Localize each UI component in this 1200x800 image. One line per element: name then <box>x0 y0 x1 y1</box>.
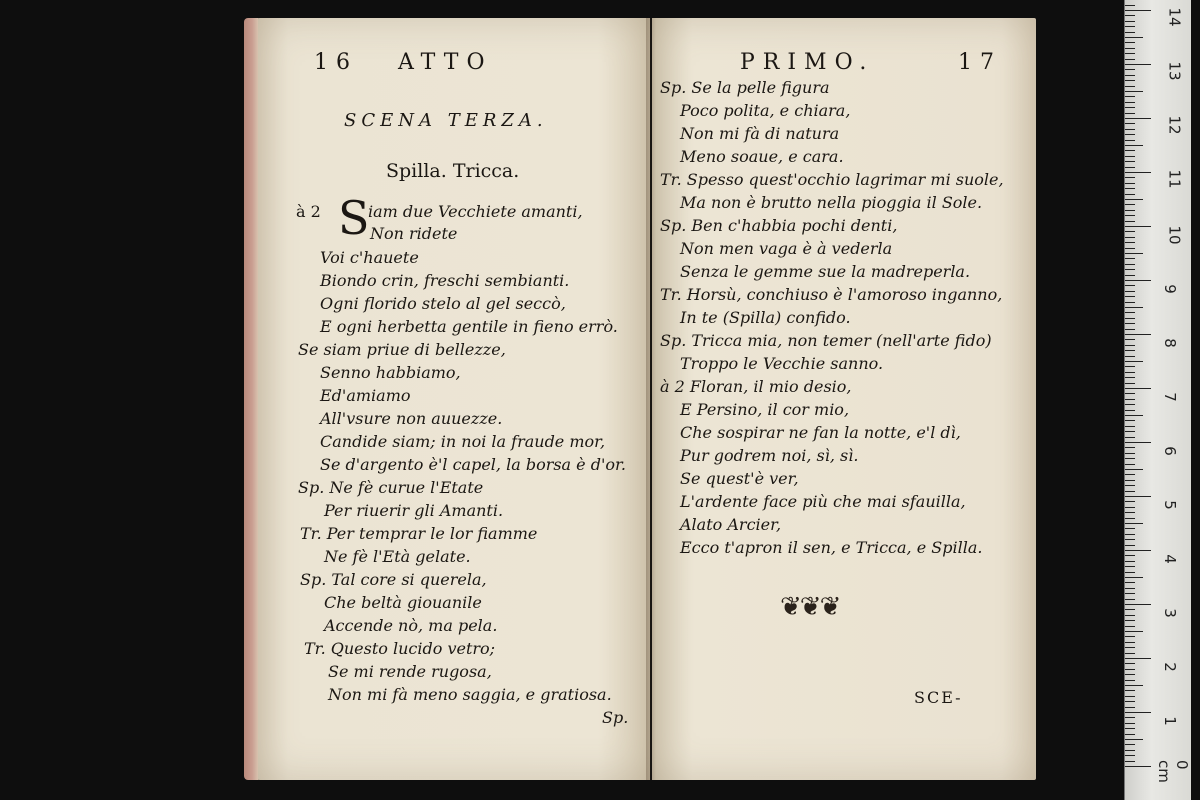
ruler-tick <box>1125 221 1135 222</box>
ruler-tick <box>1125 750 1135 751</box>
ruler-tick <box>1125 550 1151 551</box>
ruler-number: 10 <box>1165 225 1184 245</box>
ruler-tick <box>1125 102 1135 103</box>
ruler-tick <box>1125 156 1135 157</box>
ruler-tick <box>1125 134 1135 135</box>
text-line: Tr. Spesso quest'occhio lagrimar mi suole, <box>660 170 1004 189</box>
ruler-tick <box>1125 474 1135 475</box>
fleuron-ornament: ❦❦❦ <box>780 592 840 622</box>
text-line: Non ridete <box>370 224 458 243</box>
text-line: Meno soaue, e cara. <box>680 147 844 166</box>
ruler-tick <box>1125 690 1135 691</box>
ruler-number: 5 <box>1160 500 1179 510</box>
text-line: Senza le gemme sue la madreperla. <box>680 262 971 281</box>
ruler-tick <box>1125 26 1135 27</box>
ruler-tick <box>1125 501 1135 502</box>
text-line: Ogni florido stelo al gel seccò, <box>320 294 566 313</box>
ruler-tick <box>1125 172 1151 173</box>
text-line: E ogni herbetta gentile in fieno errò. <box>320 317 618 336</box>
ruler-tick <box>1125 145 1143 146</box>
ruler-tick <box>1125 167 1135 168</box>
ruler-tick <box>1125 53 1135 54</box>
ruler-tick <box>1125 188 1135 189</box>
ruler-tick <box>1125 5 1135 6</box>
text-line: Che beltà giouanile <box>324 593 482 612</box>
text-line: Alato Arcier, <box>680 515 782 534</box>
ruler-tick <box>1125 80 1135 81</box>
ruler-tick <box>1125 572 1135 573</box>
ruler-tick <box>1125 404 1135 405</box>
ruler-tick <box>1125 534 1135 535</box>
ruler-tick <box>1125 388 1151 389</box>
ruler-tick <box>1125 204 1135 205</box>
ruler-tick <box>1125 248 1135 249</box>
open-book <box>244 18 1044 780</box>
ruler-tick <box>1125 485 1135 486</box>
ruler-tick <box>1125 258 1135 259</box>
ruler-number: 1 <box>1160 716 1179 726</box>
ruler-tick <box>1125 469 1143 470</box>
ruler-tick <box>1125 707 1135 708</box>
ruler-tick <box>1125 599 1135 600</box>
ruler-tick <box>1125 728 1135 729</box>
ruler-tick <box>1125 183 1135 184</box>
ruler-tick <box>1125 226 1151 227</box>
ruler-tick <box>1125 107 1135 108</box>
ruler-tick <box>1125 350 1135 351</box>
ruler-tick <box>1125 458 1135 459</box>
ruler-tick <box>1125 372 1135 373</box>
ruler-tick <box>1125 566 1135 567</box>
ruler-number: 12 <box>1165 115 1184 135</box>
text-line: Se mi rende rugosa, <box>328 662 492 681</box>
ruler-number: 3 <box>1160 608 1179 618</box>
text-line: Sp. Ben c'habbia pochi denti, <box>660 216 898 235</box>
text-line: Sp. Se la pelle figura <box>660 78 830 97</box>
ruler-tick <box>1125 296 1135 297</box>
ruler-tick <box>1125 361 1143 362</box>
ruler-tick <box>1125 64 1151 65</box>
right-running-head: PRIMO. <box>740 50 875 75</box>
ruler-tick <box>1125 653 1135 654</box>
ruler-tick <box>1125 21 1135 22</box>
ruler-tick <box>1125 631 1143 632</box>
ruler-tick <box>1125 253 1143 254</box>
ruler-tick <box>1125 545 1135 546</box>
left-page-number: 16 <box>314 50 358 75</box>
ruler-tick <box>1125 674 1135 675</box>
ruler-tick <box>1125 37 1143 38</box>
ruler-tick <box>1125 269 1135 270</box>
ruler-tick <box>1125 129 1135 130</box>
ruler-tick <box>1125 356 1135 357</box>
ruler-tick <box>1125 339 1135 340</box>
ruler-tick <box>1125 86 1135 87</box>
text-line: Accende nò, ma pela. <box>324 616 498 635</box>
text-line: L'ardente face più che mai sfauilla, <box>680 492 966 511</box>
ruler-tick <box>1125 329 1135 330</box>
text-line: All'vsure non auuezze. <box>320 409 503 428</box>
ruler-tick <box>1125 302 1135 303</box>
ruler-tick <box>1125 410 1135 411</box>
ruler-tick <box>1125 383 1135 384</box>
ruler-tick <box>1125 442 1151 443</box>
book-gutter <box>646 18 656 780</box>
text-line: In te (Spilla) confido. <box>680 308 851 327</box>
ruler-tick <box>1125 42 1135 43</box>
ruler-tick <box>1125 426 1135 427</box>
text-line: Tr. Per temprar le lor fiamme <box>300 524 538 543</box>
ruler-tick <box>1125 663 1135 664</box>
right-page-number: 17 <box>958 50 1002 75</box>
text-line: Ne fè l'Età gelate. <box>324 547 471 566</box>
ruler-tick <box>1125 291 1135 292</box>
ruler-tick <box>1125 113 1135 114</box>
ruler-tick <box>1125 393 1135 394</box>
measurement-ruler <box>1124 0 1191 800</box>
ruler-unit-label: 0 cm <box>1155 760 1191 783</box>
text-line: Troppo le Vecchie sanno. <box>680 354 884 373</box>
ruler-tick <box>1125 210 1135 211</box>
text-line: à 2 <box>296 202 321 221</box>
ruler-number: 2 <box>1160 662 1179 672</box>
text-line: Non men vaga è à vederla <box>680 239 893 258</box>
ruler-number: 9 <box>1160 284 1179 294</box>
ruler-tick <box>1125 604 1151 605</box>
ruler-tick <box>1125 415 1143 416</box>
text-line: Se siam priue di bellezze, <box>298 340 506 359</box>
ruler-tick <box>1125 10 1151 11</box>
text-line: Voi c'hauete <box>320 248 419 267</box>
ruler-tick <box>1125 539 1135 540</box>
ruler-tick <box>1125 507 1135 508</box>
scene-characters: Spilla. Tricca. <box>386 160 520 182</box>
ruler-tick <box>1125 280 1151 281</box>
ruler-tick <box>1125 518 1135 519</box>
ruler-tick <box>1125 59 1135 60</box>
ruler-tick <box>1125 366 1135 367</box>
text-line: Tr. Horsù, conchiuso è l'amoroso inganno, <box>660 285 1003 304</box>
text-line: Candide siam; in noi la fraude mor, <box>320 432 606 451</box>
left-page <box>258 18 650 780</box>
ruler-tick <box>1125 231 1135 232</box>
ruler-tick <box>1125 512 1135 513</box>
ruler-tick <box>1125 96 1135 97</box>
text-line: iam due Vecchiete amanti, <box>368 202 583 221</box>
scene-title: SCENA TERZA. <box>344 110 548 131</box>
ruler-tick <box>1125 701 1135 702</box>
ruler-tick <box>1125 431 1135 432</box>
ruler-tick <box>1125 717 1135 718</box>
ruler-tick <box>1125 69 1135 70</box>
text-line: Sp. Tricca mia, non temer (nell'arte fido) <box>660 331 992 350</box>
text-line: Non mi fà di natura <box>680 124 840 143</box>
ruler-tick <box>1125 582 1135 583</box>
ruler-tick <box>1125 734 1135 735</box>
ruler-tick <box>1125 491 1135 492</box>
ruler-tick <box>1125 194 1135 195</box>
ruler-tick <box>1125 323 1135 324</box>
ruler-tick <box>1125 636 1135 637</box>
ruler-tick <box>1125 620 1135 621</box>
ruler-tick <box>1125 528 1135 529</box>
ruler-tick <box>1125 312 1135 313</box>
ruler-tick <box>1125 626 1135 627</box>
ruler-tick <box>1125 555 1135 556</box>
ruler-tick <box>1125 685 1143 686</box>
ruler-tick <box>1125 577 1143 578</box>
ruler-tick <box>1125 755 1135 756</box>
text-line: Sp. Ne fè curue l'Etate <box>298 478 484 497</box>
ruler-tick <box>1125 242 1135 243</box>
text-line: Tr. Questo lucido vetro; <box>304 639 496 658</box>
ruler-tick <box>1125 761 1135 762</box>
ruler-tick <box>1125 150 1135 151</box>
ruler-tick <box>1125 318 1135 319</box>
text-line: Poco polita, e chiara, <box>680 101 851 120</box>
ruler-tick <box>1125 744 1135 745</box>
ruler-tick <box>1125 118 1151 119</box>
ruler-tick <box>1125 237 1135 238</box>
text-line: Sp. Tal core si querela, <box>300 570 487 589</box>
drop-capital: S <box>338 191 370 245</box>
ruler-number: 14 <box>1165 7 1184 27</box>
text-line: Se d'argento è'l capel, la borsa è d'or. <box>320 455 626 474</box>
ruler-tick <box>1125 75 1135 76</box>
ruler-tick <box>1125 523 1143 524</box>
left-running-head: ATTO <box>398 50 493 75</box>
ruler-tick <box>1125 437 1135 438</box>
ruler-tick <box>1125 609 1135 610</box>
ruler-tick <box>1125 658 1151 659</box>
ruler-tick <box>1125 588 1135 589</box>
ruler-tick <box>1125 712 1151 713</box>
catchword: Sp. <box>602 708 629 727</box>
ruler-tick <box>1125 680 1135 681</box>
ruler-tick <box>1125 177 1135 178</box>
right-page <box>652 18 1036 780</box>
ruler-tick <box>1125 307 1143 308</box>
text-line: à 2 Floran, il mio desio, <box>660 377 852 396</box>
catchword: SCE- <box>914 688 963 707</box>
ruler-tick <box>1125 345 1135 346</box>
text-line: Se quest'è ver, <box>680 469 799 488</box>
ruler-number: 13 <box>1165 61 1184 81</box>
text-line: Senno habbiamo, <box>320 363 461 382</box>
ruler-tick <box>1125 480 1135 481</box>
ruler-tick <box>1125 264 1135 265</box>
ruler-number: 6 <box>1160 446 1179 456</box>
ruler-tick <box>1125 140 1135 141</box>
text-line: Pur godrem noi, sì, sì. <box>680 446 859 465</box>
ruler-tick <box>1125 642 1135 643</box>
ruler-tick <box>1125 32 1135 33</box>
ruler-tick <box>1125 215 1135 216</box>
ruler-tick <box>1125 161 1135 162</box>
ruler-tick <box>1125 723 1135 724</box>
text-line: Non mi fà meno saggia, e gratiosa. <box>328 685 612 704</box>
text-line: Per riuerir gli Amanti. <box>324 501 504 520</box>
ruler-tick <box>1125 453 1135 454</box>
ruler-number: 8 <box>1160 338 1179 348</box>
ruler-tick <box>1125 399 1135 400</box>
ruler-tick <box>1125 334 1151 335</box>
ruler-tick <box>1125 464 1135 465</box>
ruler-tick <box>1125 420 1135 421</box>
ruler-number: 11 <box>1165 169 1184 189</box>
ruler-tick <box>1125 696 1135 697</box>
ruler-tick <box>1125 615 1135 616</box>
ruler-tick <box>1125 377 1135 378</box>
ruler-tick <box>1125 199 1143 200</box>
ruler-tick <box>1125 91 1143 92</box>
ruler-tick <box>1125 496 1151 497</box>
ruler-tick <box>1125 766 1151 767</box>
ruler-tick <box>1125 15 1135 16</box>
text-line: Che sospirar ne fan la notte, e'l dì, <box>680 423 961 442</box>
text-line: Biondo crin, freschi sembianti. <box>320 271 570 290</box>
ruler-tick <box>1125 647 1135 648</box>
ruler-tick <box>1125 285 1135 286</box>
text-line: Ed'amiamo <box>320 386 411 405</box>
ruler-tick <box>1125 123 1135 124</box>
ruler-number: 7 <box>1160 392 1179 402</box>
text-line: Ma non è brutto nella pioggia il Sole. <box>680 193 983 212</box>
text-line: E Persino, il cor mio, <box>680 400 850 419</box>
ruler-tick <box>1125 447 1135 448</box>
ruler-tick <box>1125 275 1135 276</box>
text-line: Ecco t'apron il sen, e Tricca, e Spilla. <box>680 538 983 557</box>
ruler-number: 4 <box>1160 554 1179 564</box>
ruler-tick <box>1125 561 1135 562</box>
ruler-tick <box>1125 48 1135 49</box>
ruler-tick <box>1125 669 1135 670</box>
ruler-tick <box>1125 739 1143 740</box>
ruler-tick <box>1125 593 1135 594</box>
